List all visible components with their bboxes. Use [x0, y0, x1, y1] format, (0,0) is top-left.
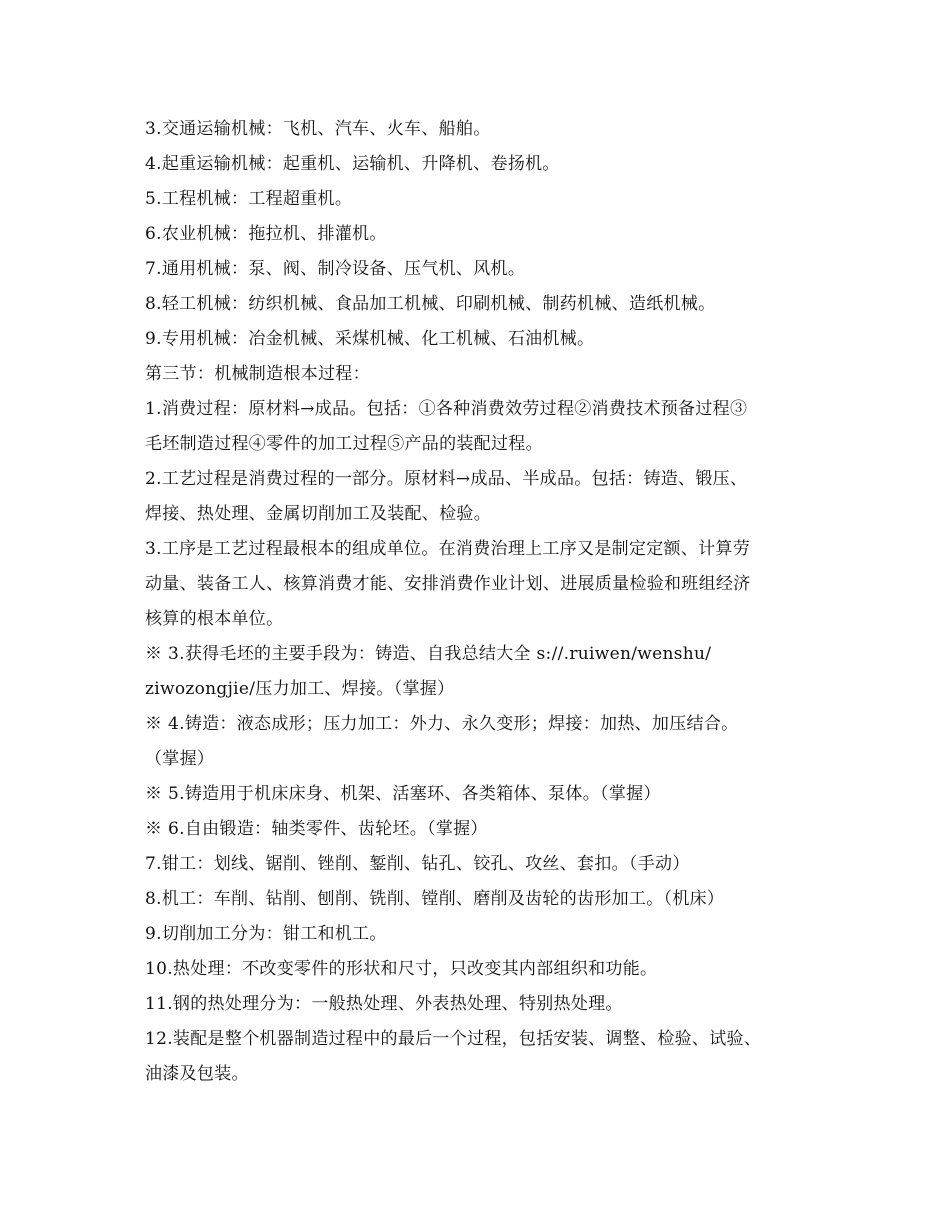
text-line: 12.装配是整个机器制造过程中的最后一个过程，包括安装、调整、检验、试验、	[145, 1029, 762, 1049]
text-line: 10.热处理：不改变零件的形状和尺寸，只改变其内部组织和功能。	[145, 959, 658, 979]
text-line: 4.起重运输机械：起重机、运输机、升降机、卷扬机。	[145, 154, 560, 174]
text-line: 7.钳工：划线、锯削、锉削、錾削、钻孔、铰孔、攻丝、套扣。（手动）	[145, 854, 690, 874]
text-line: 8.轻工机械：纺织机械、食品加工机械、印刷机械、制药机械、造纸机械。	[145, 294, 716, 314]
text-line: 6.农业机械：拖拉机、排灌机。	[145, 224, 387, 244]
section-heading: 第三节：机械制造根本过程：	[145, 364, 370, 384]
document-page	[145, 112, 825, 1092]
text-line: 3.交通运输机械：飞机、汽车、火车、船舶。	[145, 119, 491, 139]
text-line: 5.工程机械：工程超重机。	[145, 189, 353, 209]
text-line: ziwozongjie/压力加工、焊接。（掌握）	[145, 679, 455, 699]
text-line: 1.消费过程：原材料→成品。包括：①各种消费效劳过程②消费技术预备过程③	[145, 399, 748, 419]
text-line: 毛坯制造过程④零件的加工过程⑤产品的装配过程。	[145, 434, 543, 454]
text-line: 3.工序是工艺过程最根本的组成单位。在消费治理上工序又是制定定额、计算劳	[145, 539, 751, 559]
text-line: 9.切削加工分为：钳工和机工。	[145, 924, 387, 944]
text-line: ※ 3.获得毛坯的主要手段为：铸造、自我总结大全 s://.ruiwen/wenshu/	[145, 644, 712, 664]
text-line: 油漆及包装。	[145, 1064, 249, 1084]
text-line: 动量、装备工人、核算消费才能、安排消费作业计划、进展质量检验和班组经济	[145, 574, 751, 594]
text-line: ※ 6.自由锻造：轴类零件、齿轮坯。（掌握）	[145, 819, 488, 839]
text-line: 核算的根本单位。	[145, 609, 284, 629]
text-line: 7.通用机械：泵、阀、制冷设备、压气机、风机。	[145, 259, 526, 279]
text-line: ※ 5.铸造用于机床床身、机架、活塞环、各类箱体、泵体。（掌握）	[145, 784, 661, 804]
text-line: （掌握）	[145, 749, 215, 769]
text-line: 焊接、热处理、金属切削加工及装配、检验。	[145, 504, 491, 524]
text-line: 8.机工：车削、钻削、刨削、铣削、镗削、磨削及齿轮的齿形加工。（机床）	[145, 889, 725, 909]
text-line: ※ 4.铸造：液态成形；压力加工：外力、永久变形；焊接：加热、加压结合。	[145, 714, 739, 734]
text-line: 11.钢的热处理分为：一般热处理、外表热处理、特别热处理。	[145, 994, 623, 1014]
text-line: 2.工艺过程是消费过程的一部分。原材料→成品、半成品。包括：铸造、锻压、	[145, 469, 748, 489]
text-line: 9.专用机械：冶金机械、采煤机械、化工机械、石油机械。	[145, 329, 595, 349]
